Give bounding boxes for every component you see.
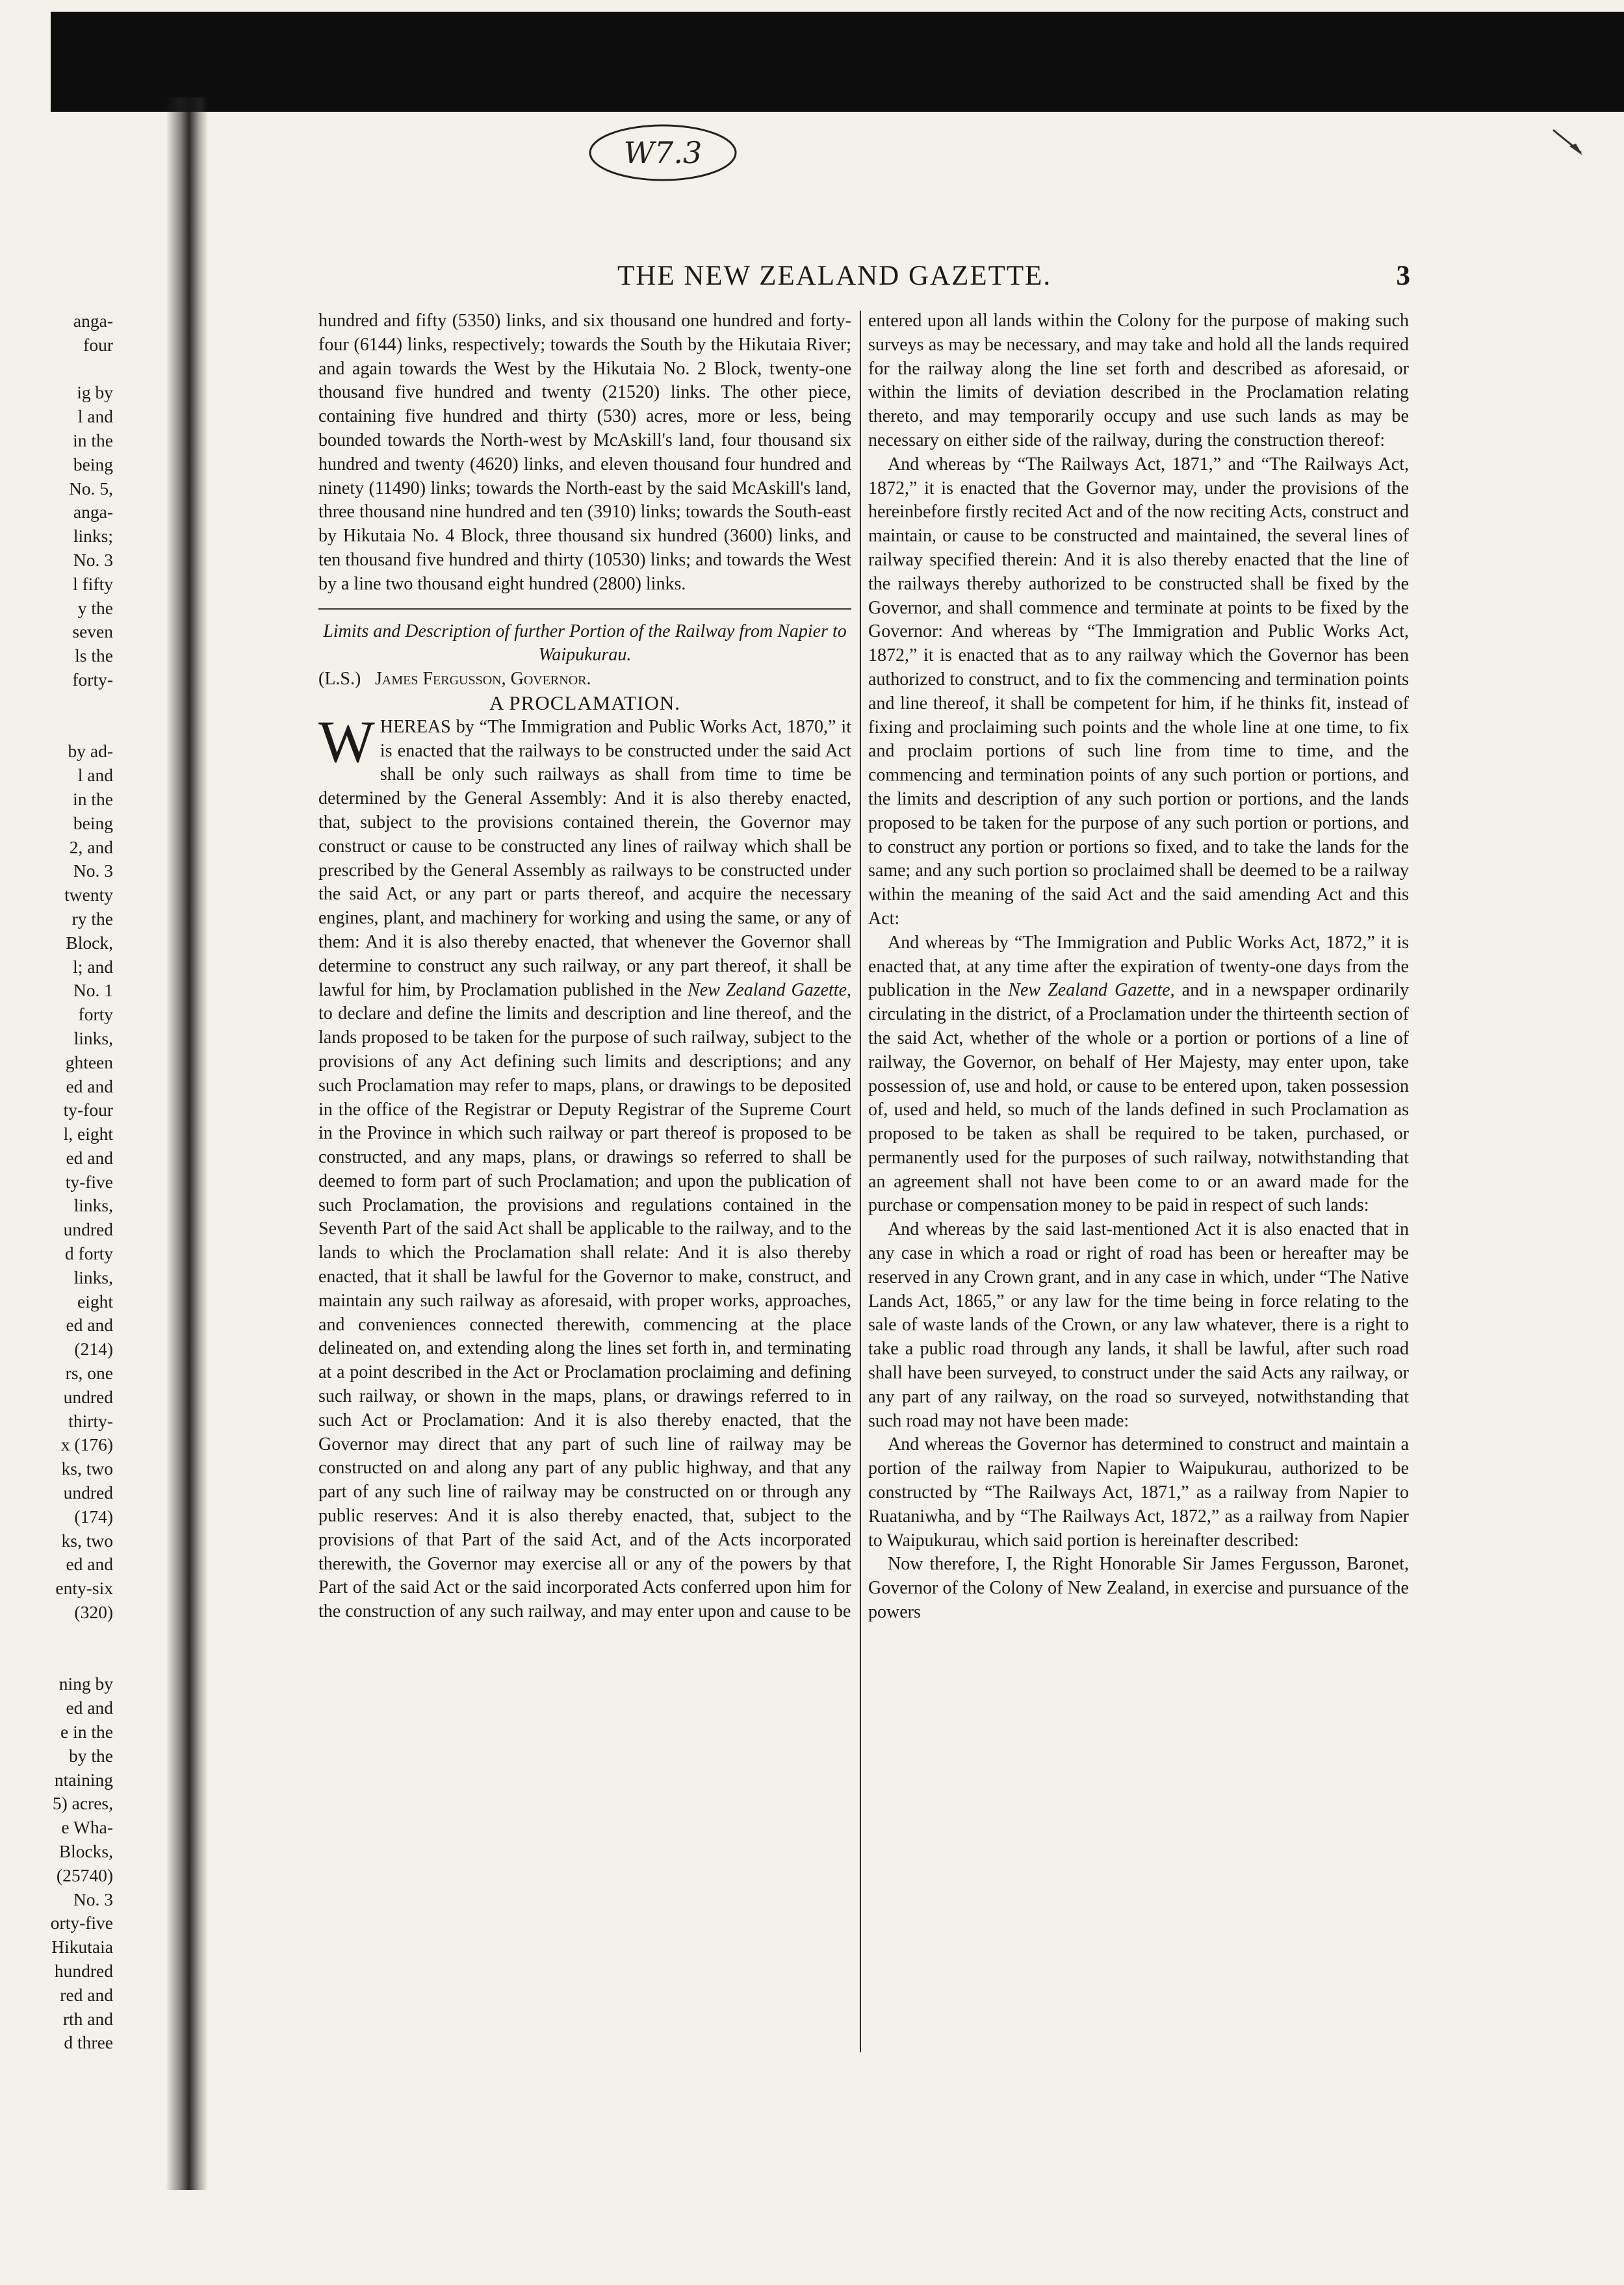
margin-fragment: seven: [72, 621, 113, 642]
gazette-italic-right: New Zealand Gazette,: [1008, 980, 1175, 1001]
margin-fragment: l, eight: [63, 1124, 113, 1144]
margin-fragment: forty: [78, 1004, 113, 1025]
p3-text-cont: and in a newspaper ordinarily circulating in the district, of a Proclamation under the thirteenth section of the said Act, whether of the whole or a portion or portions of a line of railway, the Governor, on behalf of Her Majesty, may enter upon, take possession of, use and hold, or cause to be entered upon, taken possession of, used and held, so much of the lands defined in such Proclamation as proposed to be taken as shall be required to be taken, purchased, or permanently used for the purposes of such railway, notwithstanding that an agreement shall not have been come to or an award made for the purchase or compensation money to be paid in respect of such lands:: [868, 980, 1410, 1216]
margin-fragment: l; and: [73, 956, 113, 977]
margin-fragment: ls the: [75, 645, 113, 666]
margin-fragment: in the: [73, 788, 113, 809]
scan-top-black-band: [51, 12, 1624, 112]
margin-fragment: y the: [77, 597, 113, 618]
margin-fragment: in the: [73, 430, 113, 450]
paragraph-napier-waipukurau: And whereas the Governor has determined to construct and maintain a portion of the railway from Napier to Waipukurau, authorized to be constructed by “The Railways Act, 1871,” as a railway from Napier to Ruataniwha, and by “The Railways Act, 1872,” as a railway from Napier to Waipukurau, which said portion is hereinafter described:: [868, 1434, 1409, 1551]
margin-fragment: thirty-: [68, 1410, 113, 1431]
margin-fragment: rs, one: [65, 1363, 113, 1384]
margin-fragment: x (176): [60, 1434, 113, 1455]
paragraph-road-reserve: And whereas by the said last-mentioned Act it is also enacted that in any case in which a road or right of road has been or hereafter may be reserved in any Crown grant, and in any case in which, under “The Native Lands Act, 1865,” or any law for the time being in force relating to the sale of waste lands of the Crown, or any law whatever, there is a right to take a public road through any lands, it shall be lawful, after such road shall have been surveyed, to construct under the said Acts any railway, or any part of any railway, on the road so surveyed, notwithstanding that such road may not have been made:: [868, 1219, 1409, 1431]
margin-fragment: eight: [77, 1291, 113, 1311]
margin-fragment: undred: [63, 1219, 113, 1240]
margin-fragment: d forty: [64, 1243, 113, 1264]
margin-fragment: No. 3: [73, 1889, 113, 1909]
margin-fragment: links,: [73, 1267, 113, 1287]
margin-fragment: undred: [63, 1482, 113, 1503]
margin-fragment: Block,: [66, 932, 113, 953]
margin-fragment: No. 3: [73, 549, 113, 570]
ls-seal-mark: (L.S.): [318, 669, 361, 690]
svg-text:W7.3: W7.3: [623, 135, 702, 170]
right-column: [868, 309, 1409, 1625]
margin-fragment: [42, 1625, 113, 1649]
margin-fragment: d three: [64, 2032, 113, 2053]
proclamation-text-cont: to declare and define the limits and description and line thereof, and the lands proposed to be taken for the purpose of such railway, subject to the provisions of any Act defining such limits and descriptions; and any such Proclamation may refer to maps, plans, or drawings to be deposited in the office of the Registrar or Deputy Registrar of the Supreme Court in the Province in which such railway or part thereof is proposed to be constructed, and any maps, plans, or drawings so referred to shall be deemed to form part of such Proclamation; and upon the publication of such Proclamation, the provisions and regulations contained in the Seventh Part of the said Act shall be applicable to the railway, and to the lands to which the Proclamation shall relate: And it is also thereby enacted, that it shall be lawful for the Governor to make, construct, and maintain any such railway as aforesaid, with proper works, approaches, and conveniences connected therewith, commencing at the place delineated on, and extending along the lines set forth in, and terminating at a point described in the Act or Proclamation proclaiming and defining such railway, or shown in the maps, plans, or drawings referred to in such Act or Proclamation: And it is also thereby enacted, that the Governor may direct that any part of such line of railway may be constructed on and along any part of any public highway, and that any part of any such line of railway may be constructed on or through any public reserves: And it is also thereby enacted, that, subject to the provisions of that Part of the said Act, and of the Acts incorporated therewith, the Governor may exercise all or any of the powers by that Part of the said Act or the said incorporated Acts conferred upon him for the construction of any such railway, and may enter upon and cause to be: [318, 1003, 851, 1622]
gazette-italic: New Zealand Gazette,: [688, 979, 852, 1000]
margin-fragment: (214): [74, 1339, 113, 1360]
margin-fragment: being: [73, 812, 113, 833]
margin-fragment: four: [83, 334, 113, 355]
margin-fragment: ntaining: [54, 1769, 113, 1790]
margin-fragment: [42, 692, 113, 716]
previous-page-fragments: [42, 309, 113, 2055]
margin-fragment: No. 5,: [69, 478, 113, 498]
margin-fragment: by the: [69, 1745, 113, 1766]
page-number: 3: [1396, 261, 1410, 291]
margin-fragment: ks, two: [61, 1458, 113, 1479]
margin-fragment: undred: [63, 1386, 113, 1407]
margin-fragment: No. 3: [73, 860, 113, 881]
margin-fragment: ed and: [66, 1076, 113, 1096]
margin-fragment: orty-five: [50, 1913, 113, 1933]
margin-fragment: hundred: [54, 1960, 113, 1981]
margin-fragment: forty-: [72, 669, 113, 690]
gazette-title: THE NEW ZEALAND GAZETTE.: [617, 261, 1052, 291]
margin-fragment: ghteen: [65, 1052, 113, 1072]
column-rule: [860, 311, 861, 2052]
margin-fragment: ed and: [66, 1554, 113, 1575]
margin-fragment: No. 1: [73, 980, 113, 1001]
margin-fragment: ning by: [58, 1673, 113, 1694]
governor-signature: James Fergusson, Governor.: [375, 669, 591, 690]
margin-fragment: [42, 716, 113, 740]
margin-fragment: ty-four: [63, 1100, 113, 1120]
page-header: [312, 260, 1410, 299]
margin-fragment: 2, and: [69, 836, 113, 857]
margin-fragment: links,: [73, 1195, 113, 1216]
margin-fragment: anga-: [73, 502, 113, 523]
margin-fragment: Hikutaia: [51, 1937, 113, 1957]
margin-fragment: twenty: [64, 884, 113, 905]
margin-fragment: l fifty: [73, 573, 113, 594]
left-column: [318, 309, 851, 1624]
paragraph-twenty-one-days: [868, 931, 1409, 1219]
proclamation-heading: A PROCLAMATION.: [489, 691, 681, 714]
margin-fragment: red and: [60, 1984, 113, 2005]
margin-fragment: enty-six: [55, 1578, 113, 1599]
margin-fragment: ry the: [71, 908, 113, 929]
margin-fragment: 5) acres,: [52, 1793, 113, 1814]
margin-fragment: ty-five: [65, 1171, 113, 1192]
margin-fragment: e in the: [60, 1722, 113, 1742]
margin-fragment: links;: [73, 526, 113, 547]
margin-fragment: ed and: [66, 1147, 113, 1168]
proclamation-text: HEREAS by “The Immigration and Public Works Act, 1870,” it is enacted that the railways to be constructed under the said Act shall be only such railways as shall from time to time be determined by the General Assembly: And it is also thereby enacted, that, subject to the provisions contained therein, the Governor may construct or cause to be constructed any lines of railway which shall be prescribed by the General Assembly as railways to be constructed under the said Act, or any part or parts thereof, and acquire the necessary engines, plant, and machinery for working and using the same, or any of them: And it is also thereby enacted, that whenever the Governor shall determine to construct any such railway, or any part thereof, it shall be lawful for him, by Proclamation published in the: [318, 716, 851, 1000]
margin-fragment: l and: [77, 765, 113, 786]
margin-fragment: by ad-: [68, 741, 113, 762]
binding-shadow: [166, 97, 208, 2190]
margin-fragment: (320): [74, 1602, 113, 1623]
margin-fragment: rth and: [62, 2008, 113, 2029]
seal-line: [318, 667, 851, 691]
margin-fragment: anga-: [73, 311, 113, 331]
margin-fragment: l and: [77, 406, 113, 427]
proclamation-paragraph: [318, 708, 852, 1624]
p3-text: And whereas by “The Immigration and Public Works Act, 1872,” it is enacted that, at any time after the expiration of twenty-one days from the publication in the: [868, 932, 1409, 1001]
drop-cap: W: [318, 708, 375, 775]
margin-fragment: links,: [73, 1027, 113, 1048]
margin-fragment: [42, 357, 113, 381]
margin-fragment: e Wha-: [61, 1817, 113, 1838]
corner-pencil-mark: [1550, 127, 1589, 159]
margin-fragment: being: [73, 454, 113, 474]
margin-fragment: (25740): [56, 1865, 113, 1885]
margin-fragment: Blocks,: [58, 1841, 113, 1861]
paragraph-entered-upon: entered upon all lands within the Colony for the purpose of making such surveys as may be necessary, and may take and hold all the lands required for the railway along the line set forth and described as aforesaid, or within the limits of deviation described in the Proclamation relating thereto, and may temporarily occupy and use such lands as may be necessary on either side of the railway, during the construction thereof:: [868, 311, 1409, 450]
margin-fragment: ig by: [77, 382, 113, 403]
section-heading: Limits and Description of further Portion of the Railway from Napier to Waipukurau.: [323, 621, 847, 665]
margin-fragment: ed and: [66, 1315, 113, 1336]
paragraph-now-therefore: Now therefore, I, the Right Honorable Sir James Fergusson, Baronet, Governor of the Colony of New Zealand, in exercise and pursuance of the powers: [868, 1554, 1409, 1623]
margin-fragment: (174): [74, 1506, 113, 1527]
margin-fragment: ed and: [66, 1698, 113, 1718]
continuation-paragraph: hundred and fifty (5350) links, and six thousand one hundred and forty-four (6144) links, respectively; towards the South by the Hikutaia River; and again towards the West by the Hikutaia No. 2 Block, twenty-one thousand five hundred and twenty (21520) links. The other piece, containing five hundred and thirty (530) acres, more or less, being bounded towards the North-west by McAskill's land, four thousand six hundred and twenty (4620) links, and eleven thousand four hundred and ninety (11490) links; towards the North-east by the said McAskill's land, three thousand nine hundred and ten (3910) links; towards the South-east by Hikutaia No. 4 Block, three thousand six hundred (3600) links, and ten thousand five hundred and thirty (10530) links; and towards the West by a line two thousand eight hundred (2800) links.: [318, 311, 851, 594]
paragraph-railways-acts: And whereas by “The Railways Act, 1871,” and “The Railways Act, 1872,” it is enacted that the Governor may, under the provisions of the hereinbefore firstly recited Act and of the now reciting Acts, construct and maintain, or cause to be constructed and maintained, the several lines of railway specified therein: And it is also thereby enacted that the line of the railways thereby authorized to be constructed shall be fixed by the Governor, and shall commence and terminate at points to be fixed by the Governor: And whereas by “The Immigration and Public Works Act, 1872,” it is enacted that as to any railway which the Governor has been authorized to construct, and to fix the commencing and termination points and line thereof, it shall be competent for him, if he thinks fit, instead of fixing and proclaiming such points and the whole line at one time, to fix and proclaim portions of such line from time to time, and the commencing and termination points of any such portion or portions, and the limits and description of any such portion or portions, and the lands proposed to be taken for the purpose of any such portion or portions, and to construct any portion or portions so fixed, and to take the lands for the same; and any such portion so proclaimed shall be deemed to be a railway within the meaning of the said Act and the said amending Act and this Act:: [868, 454, 1409, 929]
handwritten-archive-mark: [585, 120, 741, 185]
section-rule: [318, 608, 851, 610]
margin-fragment: [42, 1649, 113, 1673]
margin-fragment: ks, two: [61, 1530, 113, 1551]
